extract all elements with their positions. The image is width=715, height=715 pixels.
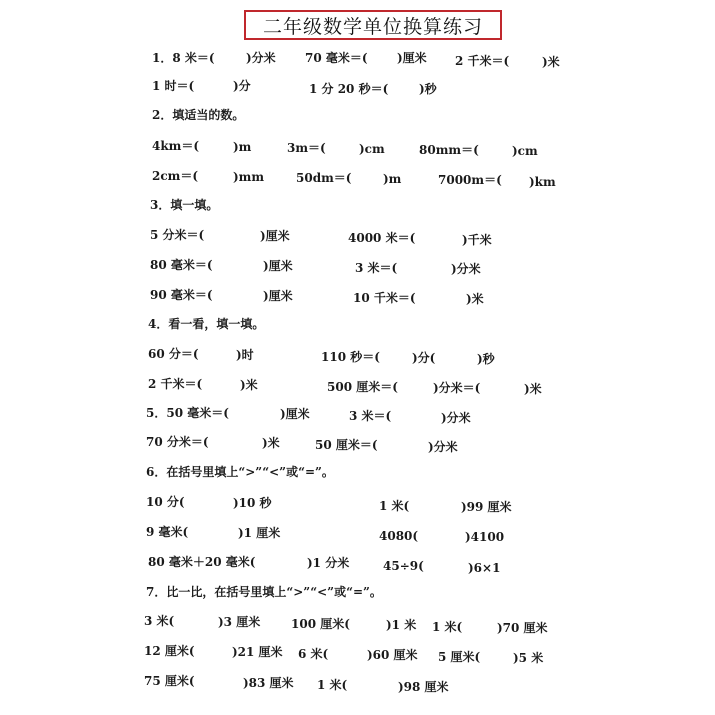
q6-row2-item4: )4100 bbox=[465, 530, 505, 544]
q3-row2-item4: )分米 bbox=[451, 262, 481, 276]
q2-row2-item3: 50dm＝( bbox=[296, 171, 352, 185]
q3-heading: 3．填一填。 bbox=[150, 198, 219, 212]
q4-row2-item3: 500 厘米＝( bbox=[327, 380, 398, 394]
q2-row1-item2: )m bbox=[233, 140, 252, 154]
q2-heading: 2．填适当的数。 bbox=[152, 108, 245, 122]
q2-row2-item1: 2cm＝( bbox=[152, 169, 199, 183]
q3-row2-item3: 3 米＝( bbox=[355, 261, 398, 275]
q4-row2-item5: )米 bbox=[524, 382, 542, 396]
q7-row1-item1: 3 米( bbox=[144, 614, 175, 628]
q3-row1-item3: 4000 米＝( bbox=[348, 231, 416, 245]
q3-row3-item4: )米 bbox=[466, 292, 484, 306]
q1-row1-item3: 70 毫米＝( bbox=[305, 51, 368, 65]
q7-heading: 7．比一比，在括号里填上“>”“<”或“=”。 bbox=[146, 585, 382, 599]
q1-row1-item6: )米 bbox=[542, 55, 560, 69]
q6-row2-item3: 4080( bbox=[379, 529, 419, 543]
q5-row2-item1: 70 分米＝( bbox=[146, 435, 209, 449]
q6-row3-item1: 80 毫米＋20 毫米( bbox=[148, 555, 256, 569]
q7-row1-item4: )1 米 bbox=[386, 618, 417, 632]
q4-row1-item5: )秒 bbox=[477, 352, 495, 366]
q2-row1-item1: 4km＝( bbox=[152, 139, 200, 153]
q7-row1-item3: 100 厘米( bbox=[291, 617, 350, 631]
q3-row1-item4: )千米 bbox=[462, 233, 492, 247]
q2-row1-item6: )cm bbox=[512, 144, 538, 158]
q5-row2-item3: 50 厘米＝( bbox=[315, 438, 378, 452]
q7-row2-item5: 5 厘米( bbox=[438, 650, 481, 664]
q2-row1-item3: 3m＝( bbox=[287, 141, 326, 155]
q7-row2-item6: )5 米 bbox=[513, 651, 544, 665]
q6-row1-item1: 10 分( bbox=[146, 495, 185, 509]
q2-row1-item5: 80mm＝( bbox=[419, 143, 479, 157]
q7-row3-item1: 75 厘米( bbox=[144, 674, 195, 688]
q6-row3-item3: 45÷9( bbox=[383, 559, 424, 573]
q2-row2-item2: )mm bbox=[233, 170, 265, 184]
q7-row1-item6: )70 厘米 bbox=[497, 621, 548, 635]
worksheet-title: 二年级数学单位换算练习 bbox=[244, 10, 502, 40]
q5-row2-item4: )分米 bbox=[428, 440, 458, 454]
q4-row1-item1: 60 分＝( bbox=[148, 347, 199, 361]
q2-row1-item4: )cm bbox=[359, 142, 385, 156]
q1-row1-item1: 1．8 米＝( bbox=[152, 51, 215, 65]
q6-row3-item4: )6×1 bbox=[468, 561, 501, 575]
q2-row2-item5: 7000m＝( bbox=[438, 173, 502, 187]
q6-row2-item1: 9 毫米( bbox=[146, 525, 189, 539]
q3-row3-item3: 10 千米＝( bbox=[353, 291, 416, 305]
q2-row2-item6: )km bbox=[529, 175, 556, 189]
q7-row2-item1: 12 厘米( bbox=[144, 644, 195, 658]
q6-row2-item2: )1 厘米 bbox=[238, 526, 281, 540]
q1-row2-item1: 1 时＝( bbox=[152, 79, 195, 93]
q6-row3-item2: )1 分米 bbox=[307, 556, 350, 570]
q7-row3-item3: 1 米( bbox=[317, 678, 348, 692]
q7-row3-item4: )98 厘米 bbox=[398, 680, 449, 694]
q1-row1-item4: )厘米 bbox=[397, 51, 427, 65]
q4-row2-item1: 2 千米＝( bbox=[148, 377, 203, 391]
q5-row1-item3: 3 米＝( bbox=[349, 409, 392, 423]
q7-row1-item5: 1 米( bbox=[432, 620, 463, 634]
q1-row2-item2: )分 bbox=[233, 79, 251, 93]
q7-row2-item3: 6 米( bbox=[298, 647, 329, 661]
q7-row3-item2: )83 厘米 bbox=[243, 676, 294, 690]
q6-row1-item2: )10 秒 bbox=[233, 496, 272, 510]
q1-row1-item5: 2 千米＝( bbox=[455, 54, 510, 68]
q3-row1-item1: 5 分米＝( bbox=[150, 228, 205, 242]
q5-row1-item4: )分米 bbox=[441, 411, 471, 425]
q3-row2-item1: 80 毫米＝( bbox=[150, 258, 213, 272]
q3-row3-item2: )厘米 bbox=[263, 289, 293, 303]
q1-row1-item2: )分米 bbox=[246, 51, 276, 65]
q3-row1-item2: )厘米 bbox=[260, 229, 290, 243]
q7-row1-item2: )3 厘米 bbox=[218, 615, 261, 629]
q4-row2-item4: )分米＝( bbox=[433, 381, 481, 395]
q6-row1-item3: 1 米( bbox=[379, 499, 410, 513]
q7-row2-item2: )21 厘米 bbox=[232, 645, 283, 659]
q7-row2-item4: )60 厘米 bbox=[367, 648, 418, 662]
q5-row1-item2: )厘米 bbox=[280, 407, 310, 421]
q3-row2-item2: )厘米 bbox=[263, 259, 293, 273]
q2-row2-item4: )m bbox=[383, 172, 402, 186]
q4-row1-item2: )时 bbox=[236, 348, 254, 362]
q4-row1-item3: 110 秒＝( bbox=[321, 350, 380, 364]
q4-heading: 4．看一看，填一填。 bbox=[148, 317, 265, 331]
q1-row2-item4: )秒 bbox=[419, 82, 437, 96]
q6-heading: 6．在括号里填上“>”“<”或“=”。 bbox=[146, 465, 334, 479]
q6-row1-item4: )99 厘米 bbox=[461, 500, 512, 514]
q5-row2-item2: )米 bbox=[262, 436, 280, 450]
q1-row2-item3: 1 分 20 秒＝( bbox=[309, 82, 389, 96]
q4-row2-item2: )米 bbox=[240, 378, 258, 392]
q3-row3-item1: 90 毫米＝( bbox=[150, 288, 213, 302]
q4-row1-item4: )分( bbox=[412, 351, 436, 365]
q5-row1-item1: 5．50 毫米＝( bbox=[146, 406, 229, 420]
